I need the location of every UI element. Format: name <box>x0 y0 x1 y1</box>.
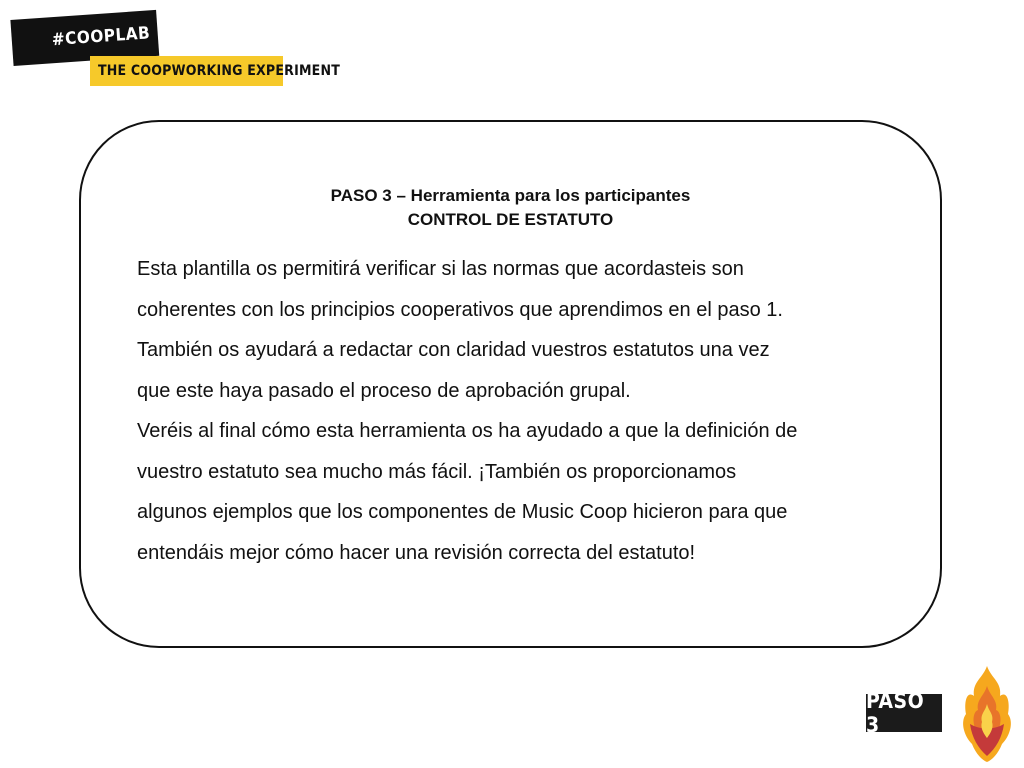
title-line-1: PASO 3 – Herramienta para los participantes <box>330 186 691 205</box>
body-line: vuestro estatuto sea mucho más fácil. ¡También os proporcionamos <box>137 460 737 483</box>
flame-icon <box>958 664 1016 764</box>
body-line: que este haya pasado el proceso de aprobación grupal. <box>137 379 631 402</box>
card-title <box>81 184 940 232</box>
card-body <box>137 249 917 573</box>
logo-tagline-banner <box>90 56 341 86</box>
body-line: algunos ejemplos que los componentes de Music Coop hicieron para que <box>137 501 788 523</box>
step-badge <box>866 689 942 737</box>
body-line: coherentes con los principios cooperativos que aprendimos en el paso 1. <box>137 298 783 321</box>
body-line: También os ayudará a redactar con claridad vuestros estatutos una vez <box>137 339 770 361</box>
logo-primary-text: #COOPLAB <box>51 23 151 51</box>
body-line: Esta plantilla os permitirá verificar si las normas que acordasteis son <box>137 258 744 280</box>
step-badge-text: PASO 3 <box>866 689 925 737</box>
logo-tagline-text: THE COOPWORKING EXPERIMENT <box>98 63 341 79</box>
body-line: Veréis al final cómo esta herramienta os ha ayudado a que la definición de <box>137 420 798 442</box>
content-card <box>79 120 942 648</box>
title-line-2: CONTROL DE ESTATUTO <box>407 210 614 229</box>
body-line: entendáis mejor cómo hacer una revisión correcta del estatuto! <box>137 541 696 564</box>
